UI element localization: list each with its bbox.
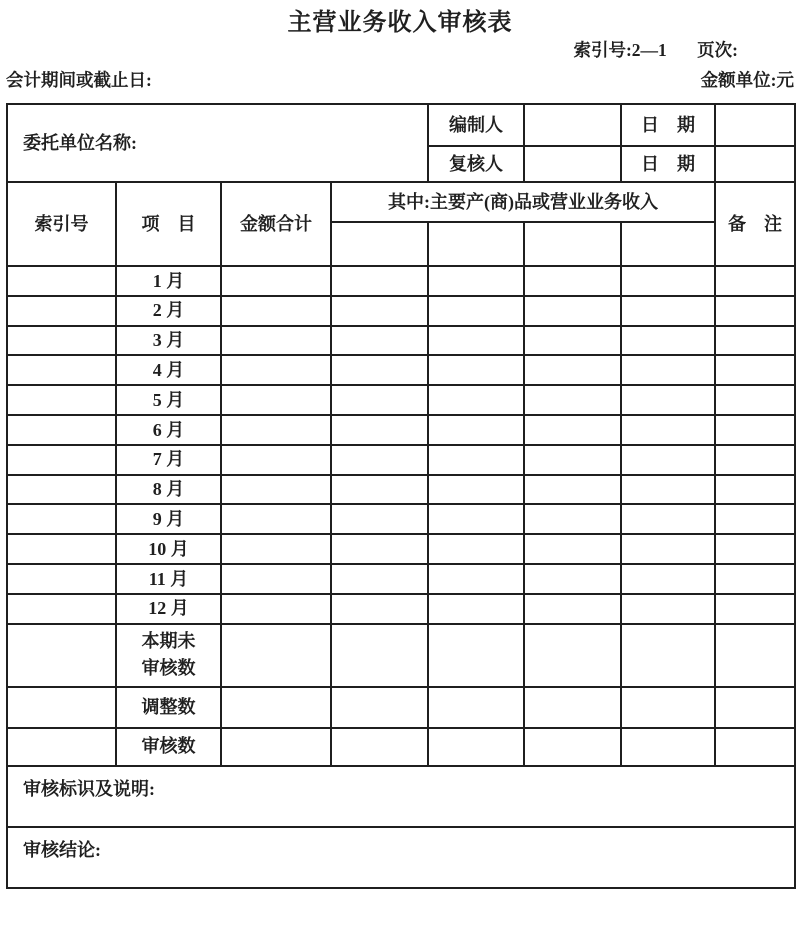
breakdown-cell <box>331 355 428 385</box>
breakdown-cell <box>428 326 524 356</box>
breakdown-cell <box>428 355 524 385</box>
period-unit-line <box>6 67 794 92</box>
audit-marks-row <box>7 766 795 827</box>
total-cell <box>221 445 331 475</box>
breakdown-cell <box>331 687 428 728</box>
item-label: 1 月 <box>116 266 221 296</box>
breakdown-cell <box>524 326 621 356</box>
index-cell <box>7 534 116 564</box>
remark-cell <box>715 534 795 564</box>
breakdown-cell <box>331 296 428 326</box>
index-cell <box>7 594 116 624</box>
remark-cell <box>715 296 795 326</box>
col-header-total: 金额合计 <box>221 182 331 266</box>
total-cell <box>221 687 331 728</box>
total-cell <box>221 415 331 445</box>
total-cell <box>221 355 331 385</box>
breakdown-cell <box>331 728 428 766</box>
breakdown-cell <box>621 296 715 326</box>
breakdown-subcell-2 <box>428 222 524 266</box>
remark-cell <box>715 385 795 415</box>
table-row-dec <box>7 594 795 624</box>
breakdown-cell <box>331 385 428 415</box>
index-cell <box>7 445 116 475</box>
item-label: 4 月 <box>116 355 221 385</box>
breakdown-cell <box>428 728 524 766</box>
breakdown-cell <box>621 326 715 356</box>
index-cell <box>7 415 116 445</box>
total-cell <box>221 296 331 326</box>
index-number: 索引号:2—1 <box>573 40 667 60</box>
column-header-row <box>7 182 795 222</box>
item-label: 7 月 <box>116 445 221 475</box>
breakdown-cell <box>524 296 621 326</box>
breakdown-cell <box>428 504 524 534</box>
reviewer-value-cell <box>524 146 621 182</box>
table-row-mar <box>7 326 795 356</box>
breakdown-cell <box>621 504 715 534</box>
breakdown-cell <box>428 624 524 687</box>
breakdown-cell <box>428 475 524 505</box>
table-row-unaudited <box>7 624 795 687</box>
item-label: 6 月 <box>116 415 221 445</box>
breakdown-cell <box>331 624 428 687</box>
breakdown-cell <box>524 355 621 385</box>
remark-cell <box>715 475 795 505</box>
col-header-breakdown: 其中:主要产(商)品或营业业务收入 <box>331 182 715 222</box>
breakdown-cell <box>331 415 428 445</box>
breakdown-cell <box>428 296 524 326</box>
table-row-jan <box>7 266 795 296</box>
remark-cell <box>715 266 795 296</box>
preparer-label: 编制人 <box>428 104 524 146</box>
index-cell <box>7 728 116 766</box>
breakdown-cell <box>524 266 621 296</box>
total-cell <box>221 624 331 687</box>
breakdown-cell <box>331 326 428 356</box>
total-cell <box>221 326 331 356</box>
reviewer-date-label: 日 期 <box>621 146 715 182</box>
breakdown-cell <box>621 564 715 594</box>
total-cell <box>221 475 331 505</box>
item-label: 11 月 <box>116 564 221 594</box>
breakdown-cell <box>524 728 621 766</box>
breakdown-cell <box>428 687 524 728</box>
breakdown-cell <box>428 445 524 475</box>
index-cell <box>7 475 116 505</box>
table-row-sep <box>7 504 795 534</box>
breakdown-cell <box>331 475 428 505</box>
item-label-text: 本期未审核数 <box>141 631 196 679</box>
index-cell <box>7 624 116 687</box>
breakdown-cell <box>621 475 715 505</box>
item-label: 10 月 <box>116 534 221 564</box>
table-row-feb <box>7 296 795 326</box>
preparer-date-cell <box>715 104 795 146</box>
breakdown-cell <box>331 564 428 594</box>
breakdown-cell <box>621 594 715 624</box>
audit-conclusion-row <box>7 827 795 888</box>
index-cell <box>7 355 116 385</box>
breakdown-cell <box>524 385 621 415</box>
reviewer-date-cell <box>715 146 795 182</box>
breakdown-cell <box>621 385 715 415</box>
table-row-nov <box>7 564 795 594</box>
remark-cell <box>715 728 795 766</box>
index-cell <box>7 564 116 594</box>
preparer-row <box>7 104 795 146</box>
breakdown-cell <box>621 355 715 385</box>
breakdown-cell <box>621 445 715 475</box>
preparer-date-label: 日 期 <box>621 104 715 146</box>
total-cell <box>221 564 331 594</box>
index-cell <box>7 296 116 326</box>
accounting-period-label: 会计期间或截止日: <box>6 70 152 90</box>
index-cell <box>7 326 116 356</box>
breakdown-cell <box>331 534 428 564</box>
remark-cell <box>715 355 795 385</box>
item-label: 5 月 <box>116 385 221 415</box>
total-cell <box>221 534 331 564</box>
item-label: 8 月 <box>116 475 221 505</box>
total-cell <box>221 266 331 296</box>
item-label: 3 月 <box>116 326 221 356</box>
item-label: 审核数 <box>116 728 221 766</box>
breakdown-subcell-4 <box>621 222 715 266</box>
breakdown-cell <box>331 445 428 475</box>
breakdown-cell <box>331 594 428 624</box>
client-name-label: 委托单位名称: <box>7 104 428 182</box>
form-title: 主营业务收入审核表 <box>287 9 513 36</box>
index-cell <box>7 504 116 534</box>
table-row-audited <box>7 728 795 766</box>
audit-marks-label: 审核标识及说明: <box>7 766 795 827</box>
breakdown-cell <box>524 594 621 624</box>
total-cell <box>221 504 331 534</box>
page-number-label: 页次: <box>697 40 738 60</box>
remark-cell <box>715 564 795 594</box>
breakdown-cell <box>428 564 524 594</box>
remark-cell <box>715 415 795 445</box>
breakdown-cell <box>524 534 621 564</box>
table-row-jul <box>7 445 795 475</box>
remark-cell <box>715 624 795 687</box>
col-header-index: 索引号 <box>7 182 116 266</box>
index-page-line <box>573 37 738 62</box>
index-cell <box>7 687 116 728</box>
item-label <box>116 624 221 687</box>
breakdown-cell <box>524 415 621 445</box>
table-row-aug <box>7 475 795 505</box>
table-row-oct <box>7 534 795 564</box>
remark-cell <box>715 594 795 624</box>
breakdown-cell <box>331 266 428 296</box>
remark-cell <box>715 687 795 728</box>
breakdown-cell <box>621 728 715 766</box>
breakdown-cell <box>428 534 524 564</box>
breakdown-cell <box>524 624 621 687</box>
col-header-item: 项 目 <box>116 182 221 266</box>
breakdown-cell <box>621 687 715 728</box>
reviewer-label: 复核人 <box>428 146 524 182</box>
breakdown-cell <box>428 385 524 415</box>
total-cell <box>221 728 331 766</box>
index-cell <box>7 266 116 296</box>
table-row-may <box>7 385 795 415</box>
total-cell <box>221 594 331 624</box>
item-label: 12 月 <box>116 594 221 624</box>
amount-unit-label: 金额单位:元 <box>700 70 794 90</box>
remark-cell <box>715 326 795 356</box>
breakdown-cell <box>621 415 715 445</box>
item-label: 2 月 <box>116 296 221 326</box>
breakdown-cell <box>428 594 524 624</box>
breakdown-cell <box>524 687 621 728</box>
breakdown-cell <box>524 504 621 534</box>
preparer-value-cell <box>524 104 621 146</box>
item-label: 调整数 <box>116 687 221 728</box>
breakdown-subcell-3 <box>524 222 621 266</box>
remark-cell <box>715 504 795 534</box>
breakdown-cell <box>621 624 715 687</box>
breakdown-cell <box>524 445 621 475</box>
breakdown-cell <box>621 534 715 564</box>
breakdown-cell <box>428 415 524 445</box>
table-row-apr <box>7 355 795 385</box>
table-row-adjustment <box>7 687 795 728</box>
breakdown-cell <box>524 475 621 505</box>
index-cell <box>7 385 116 415</box>
audit-form-table <box>6 103 796 889</box>
item-label: 9 月 <box>116 504 221 534</box>
col-header-remark: 备 注 <box>715 182 795 266</box>
remark-cell <box>715 445 795 475</box>
total-cell <box>221 385 331 415</box>
audit-conclusion-label: 审核结论: <box>7 827 795 888</box>
breakdown-cell <box>524 564 621 594</box>
breakdown-cell <box>331 504 428 534</box>
breakdown-subcell-1 <box>331 222 428 266</box>
breakdown-cell <box>428 266 524 296</box>
breakdown-cell <box>621 266 715 296</box>
table-row-jun <box>7 415 795 445</box>
